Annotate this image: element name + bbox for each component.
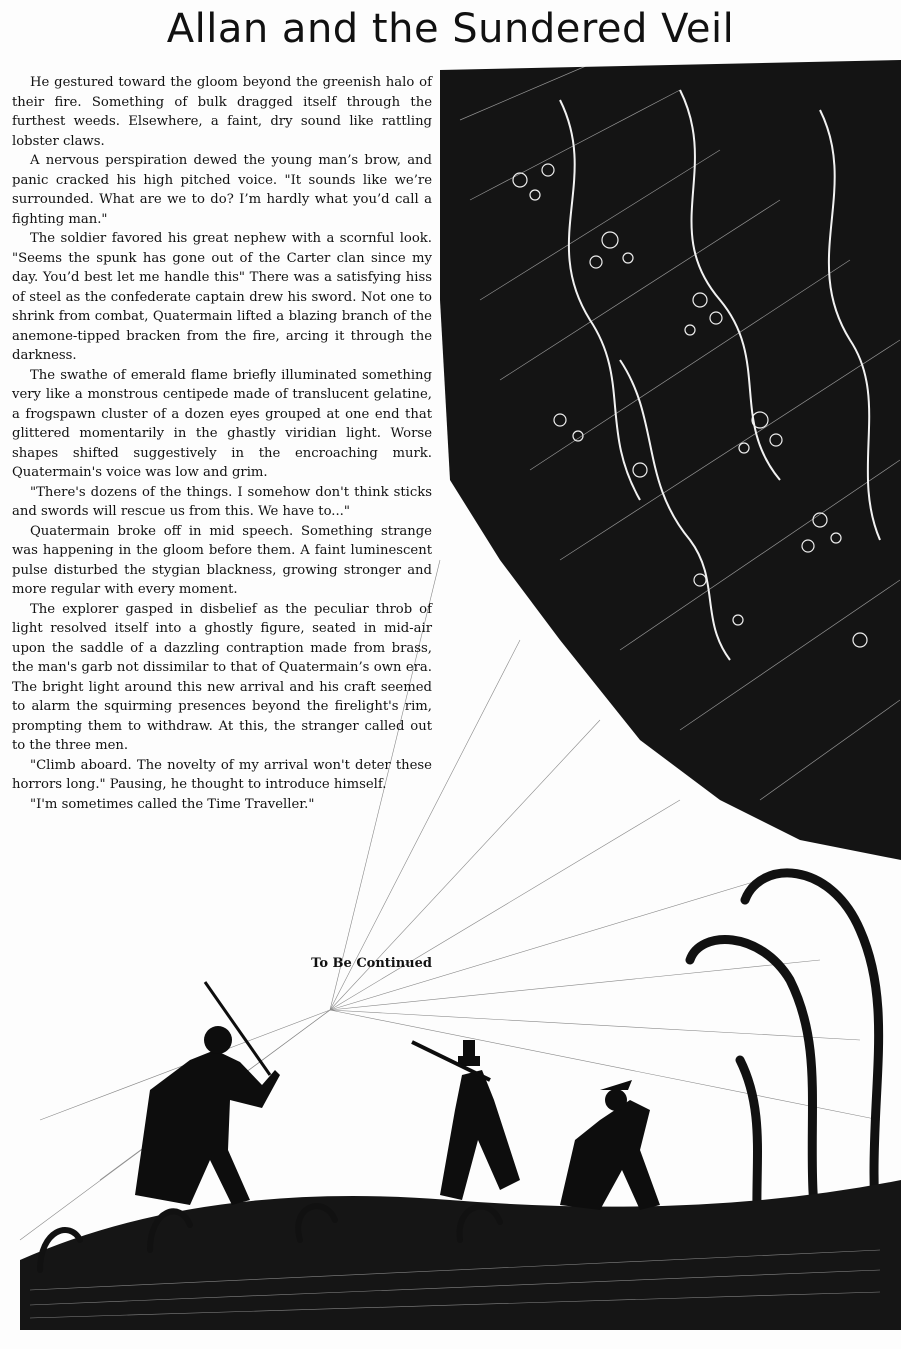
paragraph: The explorer gasped in disbelief as the peculiar throb of light resolved itself into a ghostly figure, seated in mid-air upon the saddle of a dazzling contraption made from brass, the man's garb not dissimilar to that of Quatermain’s own era. The bright light around this new arrival and his craft seemed to alarm the squirming presences beyond the firelight's rim, prompting them to withdraw. At this, the stranger called out to the three men.	[12, 601, 432, 753]
swordsman-silhouette	[135, 982, 280, 1205]
rifleman-silhouette	[412, 1040, 520, 1200]
crouching-man-silhouette	[560, 1080, 660, 1210]
story-text	[12, 73, 432, 814]
paragraph: Quatermain broke off in mid speech. Something strange was happening in the gloom before them. A faint luminescent pulse disturbed the stygian blackness, growing stronger and more regular with every moment.	[12, 523, 432, 597]
dark-background-art	[440, 60, 901, 860]
paragraph: The soldier favored his great nephew with a scornful look. "Seems the spunk has gone out of the Carter clan since my day. You’d best let me handle this" There was a satisfying hiss of steel as the confederate captain drew his sword. Not one to shrink from combat, Quatermain lifted a blazing branch of the anemone-tipped bracken from the fire, arcing it through the darkness.	[12, 231, 432, 363]
paragraph: "There's dozens of the things. I somehow don't think sticks and swords will rescue us from this. We have to..."	[12, 484, 432, 519]
story-title: Allan and the Sundered Veil	[166, 6, 735, 52]
to-be-continued-label: To Be Continued	[311, 956, 432, 971]
paragraph: The swathe of emerald flame briefly illuminated something very like a monstrous centipede made of translucent gelatine, a frogspawn cluster of a dozen eyes grouped at one end that glittered momentarily in the ghastly viridian light. Worse shapes shifted suggestively in the encroaching murk. Quatermain's voice was low and grim.	[12, 367, 432, 480]
paragraph: "Climb aboard. The novelty of my arrival won't deter these horrors long." Pausing, he thought to introduce himself.	[12, 757, 432, 792]
paragraph: A nervous perspiration dewed the young man’s brow, and panic cracked his high pitched voice. "It sounds like we’re surrounded. What are we to do? I’m hardly what you’d call a fighting man."	[12, 153, 432, 227]
paragraph: "I'm sometimes called the Time Traveller."	[30, 796, 315, 812]
paragraph: He gestured toward the gloom beyond the greenish halo of their fire. Something of bulk dragged itself through the furthest weeds. Elsewhere, a faint, dry sound like rattling lobster claws.	[12, 75, 432, 149]
